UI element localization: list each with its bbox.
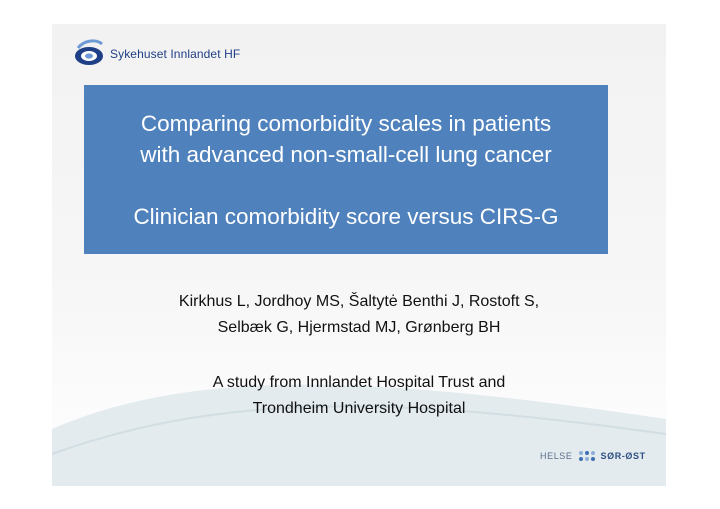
slide	[52, 24, 666, 486]
dots-icon	[578, 450, 596, 462]
logo-icon	[72, 38, 106, 70]
affiliation-line-1: A study from Innlandet Hospital Trust and	[212, 374, 506, 391]
helse-sor-ost-logo	[540, 450, 646, 462]
authors-line-1: Kirkhus L, Jordhoy MS, Šaltytė Benthi J, Rostoft S,	[178, 293, 540, 310]
authors	[52, 289, 666, 341]
logo-text: Sykehuset Innlandet HF	[110, 47, 241, 61]
affiliation	[52, 370, 666, 422]
footer-logo-left: HELSE	[540, 451, 573, 461]
affiliation-line-2: Trondheim University Hospital	[252, 400, 466, 417]
hospital-logo	[72, 38, 240, 70]
title-line-1: Comparing comorbidity scales in patients	[140, 110, 552, 136]
title-box	[84, 85, 608, 254]
authors-line-2: Selbæk G, Hjermstad MJ, Grønberg BH	[217, 319, 501, 336]
footer-logo-right: SØR-ØST	[600, 451, 646, 461]
title-line-2: with advanced non-small-cell lung cancer	[140, 141, 552, 167]
title-line-3: Clinician comorbidity score versus CIRS-G	[133, 203, 559, 229]
